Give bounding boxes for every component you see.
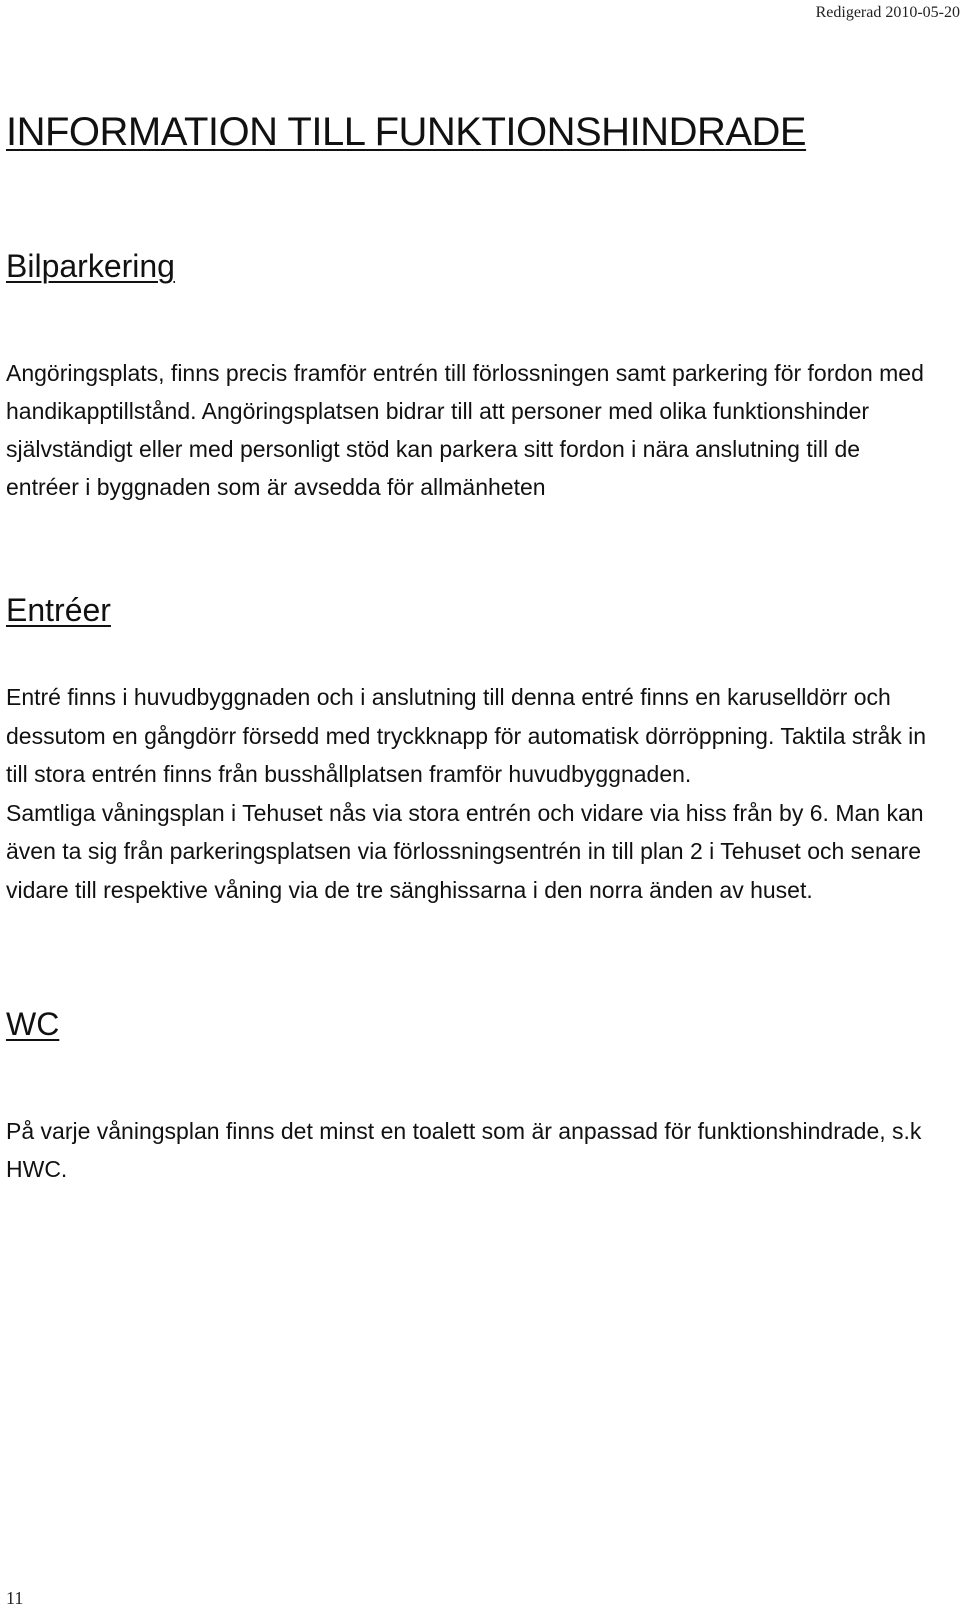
section-heading-bilparkering: Bilparkering (6, 248, 175, 284)
section-body-bilparkering: Angöringsplats, finns precis framför entrén till förlossningen samt parkering för fordon med handikapptillstånd. Angöringsplatsen bidrar till att personer med olika funktionshinder självständigt eller med personligt stöd kan parkera sitt fordon i nära anslutning till de entréer i byggnaden som är avsedda för allmänheten (6, 360, 924, 500)
section-body-wc: På varje våningsplan finns det minst en toalett som är anpassad för funktionshindrade, s.k HWC. (6, 1118, 922, 1182)
entreer-paragraph-2: Samtliga våningsplan i Tehuset nås via stora entrén och vidare via hiss från by 6. Man kan även ta sig från parkeringsplatsen via förlossningsentrén in till plan 2 i Tehuset och senare vidare till respektive våning via de tre sänghissarna i den norra änden av huset. (6, 799, 924, 903)
section-body-entreer (6, 678, 936, 909)
section-heading-entreer: Entréer (6, 592, 111, 628)
page-number: 11 (6, 1588, 24, 1608)
page-title: INFORMATION TILL FUNKTIONSHINDRADE (6, 110, 807, 154)
section-heading-wc: WC (6, 1006, 60, 1042)
entreer-paragraph-1: Entré finns i huvudbyggnaden och i anslutning till denna entré finns en karuselldörr och dessutom en gångdörr försedd med tryckknapp för automatisk dörröppning. Taktila stråk in till stora entrén finns från busshållplatsen framför huvudbyggnaden. (6, 684, 927, 787)
edited-date: Redigerad 2010-05-20 (815, 4, 960, 21)
